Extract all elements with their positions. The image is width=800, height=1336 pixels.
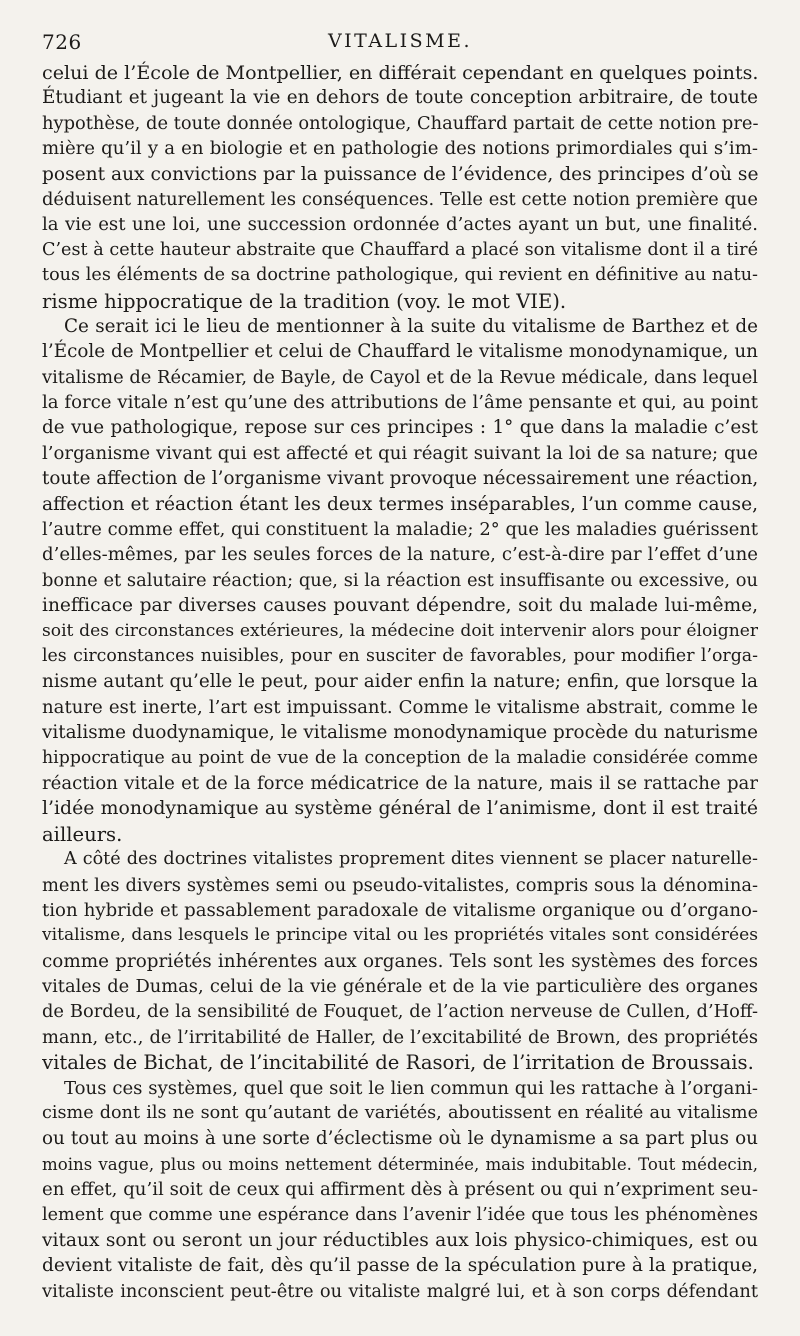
text-line: l’École de Montpellier et celui de Chauffard le vitalisme monodynamique, un xyxy=(42,341,758,363)
text-line: risme hippocratique de la tradition (voy. le mot VIE). xyxy=(42,289,567,313)
text-line: Ce serait ici le lieu de mentionner à la suite du vitalisme de Barthez et de xyxy=(64,315,758,337)
text-line: l’autre comme effet, qui constituent la maladie; 2° que les maladies guérissent xyxy=(42,519,758,541)
text-line: mann, etc., de l’irritabilité de Haller, de l’excitabilité de Brown, des propriétés xyxy=(42,1026,758,1048)
text-line: hypothèse, de toute donnée ontologique, Chauffard partait de cette notion pre- xyxy=(42,112,758,134)
text-line: C’est à cette hauteur abstraite que Chauffard a placé son vitalisme dont il a tiré xyxy=(42,239,758,260)
text-line: d’elles-mêmes, par les seules forces de la nature, c’est-à-dire par l’effet d’une xyxy=(42,544,758,566)
text-line: ou tout au moins à une sorte d’éclectisme où le dynamisme a sa part plus ou xyxy=(42,1128,758,1150)
text-line: vitaux sont ou seront un jour réductibles aux lois physico-chimiques, est ou xyxy=(42,1229,758,1251)
text-line: l’organisme vivant qui est affecté et qui réagit suivant la loi de sa nature; que xyxy=(42,442,758,464)
text-line: nisme autant qu’elle le peut, pour aider enfin la nature; enfin, que lorsque la xyxy=(42,671,758,693)
text-line: vitalisme, dans lesquels le principe vital ou les propriétés vitales sont considérées xyxy=(42,925,758,946)
running-title: VITALISME. xyxy=(327,30,473,52)
text-line: tion hybride et passablement paradoxale de vitalisme organique ou d’organo- xyxy=(42,899,758,921)
text-line: de Bordeu, de la sensibilité de Fouquet, de l’action nerveuse de Cullen, d’Hoff- xyxy=(42,1001,758,1023)
page-number: 726 xyxy=(42,30,82,54)
text-line: moins vague, plus ou moins nettement déterminée, mais indubitable. Tout médecin, xyxy=(42,1154,758,1174)
text-line: nature est inerte, l’art est impuissant. Comme le vitalisme abstrait, comme le xyxy=(42,696,758,718)
text-line: soit des circonstances extérieures, la médecine doit intervenir alors pour éloigner xyxy=(42,620,758,641)
text-line: ment les divers systèmes semi ou pseudo-vitalistes, compris sous la dénomina- xyxy=(42,874,758,896)
paragraph xyxy=(42,847,758,1076)
text-line: cisme dont ils ne sont qu’autant de variétés, aboutissent en réalité au vitalisme xyxy=(42,1103,758,1124)
text-line: en effet, qu’il soit de ceux qui affirment dès à présent ou qui n’expriment seu- xyxy=(42,1179,758,1201)
text-line: réaction vitale et de la force médicatrice de la nature, mais il se rattache par xyxy=(42,772,758,794)
text-line: l’idée monodynamique au système général de l’animisme, dont il est traité xyxy=(42,798,758,820)
text-line: tous les éléments de sa doctrine pathologique, qui revient en définitive au natu- xyxy=(42,265,758,286)
text-line: déduisent naturellement les conséquences. Telle est cette notion première que xyxy=(42,188,758,210)
text-line: bonne et salutaire réaction; que, si la réaction est insuffisante ou excessive, ou xyxy=(42,569,758,591)
text-line: celui de l’École de Montpellier, en différait cependant en quelques points. xyxy=(42,61,758,84)
text-line: vitales de Bichat, de l’incitabilité de Rasori, de l’irritation de Broussais. xyxy=(42,1051,754,1075)
text-line: vitaliste inconscient peut-être ou vitaliste malgré lui, et à son corps défendant xyxy=(42,1280,758,1302)
text-line: inefficace par diverses causes pouvant dépendre, soit du malade lui-même, xyxy=(42,595,758,617)
text-line: comme propriétés inhérentes aux organes. Tels sont les systèmes des forces xyxy=(42,950,758,972)
text-line: A côté des doctrines vitalistes proprement dites viennent se placer naturelle- xyxy=(64,849,758,870)
text-line: toute affection de l’organisme vivant provoque nécessairement une réaction, xyxy=(42,468,758,490)
text-line: ailleurs. xyxy=(42,822,123,846)
text-line: lement que comme une espérance dans l’avenir l’idée que tous les phénomènes xyxy=(42,1204,758,1225)
text-line: devient vitaliste de fait, dès qu’il passe de la spéculation pure à la pratique, xyxy=(42,1255,758,1277)
text-line: vitalisme duodynamique, le vitalisme monodynamique procède du naturisme xyxy=(42,722,758,744)
body-text xyxy=(42,60,758,1304)
text-line: mière qu’il y a en biologie et en pathologie des notions primordiales qui s’im- xyxy=(42,138,758,160)
paragraph xyxy=(42,1076,758,1305)
text-line: vitales de Dumas, celui de la vie générale et de la vie particulière des organes xyxy=(42,976,758,998)
text-line: la vie est une loi, une succession ordonnée d’actes ayant un but, une finalité. xyxy=(42,214,758,236)
text-line: les circonstances nuisibles, pour en susciter de favorables, pour modifier l’orga- xyxy=(42,645,758,666)
text-line: vitalisme de Récamier, de Bayle, de Cayol et de la Revue médicale, dans lequel xyxy=(42,366,758,388)
paragraph xyxy=(42,314,758,847)
text-line: la force vitale n’est qu’une des attributions de l’âme pensante et qui, au point xyxy=(42,392,758,414)
page-header xyxy=(42,30,758,56)
text-line: posent aux convictions par la puissance de l’évidence, des principes d’où se xyxy=(42,163,758,185)
paragraph xyxy=(42,60,758,314)
text-line: hippocratique au point de vue de la conception de la maladie considérée comme xyxy=(42,747,758,768)
text-line: Tous ces systèmes, quel que soit le lien commun qui les rattache à l’organi- xyxy=(64,1077,758,1099)
text-line: Étudiant et jugeant la vie en dehors de toute conception arbitraire, de toute xyxy=(42,87,758,109)
text-line: de vue pathologique, repose sur ces principes : 1° que dans la maladie c’est xyxy=(42,417,758,439)
text-line: affection et réaction étant les deux termes inséparables, l’un comme cause, xyxy=(42,493,758,515)
